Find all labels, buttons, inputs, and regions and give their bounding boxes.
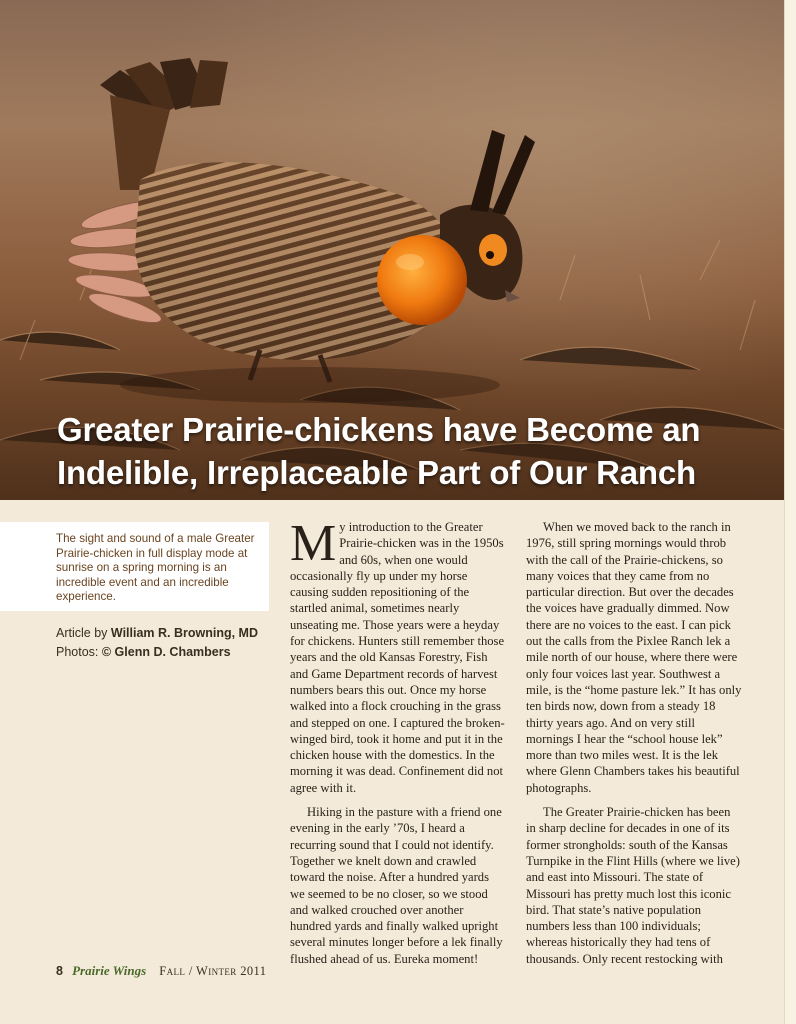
article-column-2 [526, 519, 742, 975]
magazine-name: Prairie Wings [72, 963, 147, 978]
photo-caption: The sight and sound of a male Greater Prairie-chicken in full display mode at sunrise on a spring morning is an incredible event and an incredible experience. [56, 532, 255, 604]
article-paragraph-2: Hiking in the pasture with a friend one evening in the early ’70s, I heard a recurring sound that I could not identify. Together we knelt down and crawled toward the noise. After a hundred yards we seemed to be no closer, so we stood and walked crouched over another hundred yards and finally walked upright several minutes longer before a lek finally flushed ahead of us. Eureka moment! [290, 805, 503, 966]
author-credit [56, 624, 276, 643]
photo-credit [56, 643, 276, 662]
issue-date: Fall / Winter 2011 [159, 964, 267, 978]
hero-photo [0, 0, 784, 500]
article-paragraph-4: The Greater Prairie-chicken has been in sharp decline for decades in one of its former strongholds: south of the Kansas Turnpike in the Flint Hills (where we live) and east into Missouri. The state of Missouri has pretty much lost this iconic bird. That state’s native population numbers less than 100 individuals; whereas historically they had tens of thousands. Only recent restocking with [526, 805, 740, 966]
article-headline [57, 408, 757, 494]
air-sac [377, 235, 467, 325]
page-edge [784, 0, 796, 1024]
page-number: 8 [56, 964, 63, 978]
paragraph-1-text: y introduction to the Greater Prairie-chicken was in the 1950s and 60s, when one would occasionally fly up under my horse causing sudden repositioning of the startled animal, sometimes nearly unseating me. Those years were a heyday for chickens. Hunters still remember those years and the old Kansas Forestry, Fish and Game Department records of harvest numbers bears this out. Once my horse walked into a flock crouching in the grass and stepped on one. I captured the broken-winged bird, took it home and put it in the chicken house with the domestics. In the morning it was dead. Confinement did not agree with it. [290, 520, 505, 795]
headline-line-1: Greater Prairie-chickens have Become an [57, 411, 701, 448]
author-label: Article by [56, 626, 111, 640]
article-credits [56, 624, 276, 662]
eye-comb [479, 234, 507, 266]
drop-cap: M [290, 515, 337, 572]
headline-line-2: Indelible, Irreplaceable Part of Our Ranch [57, 454, 696, 491]
photo-caption-box [0, 522, 269, 611]
photographer-name: © Glenn D. Chambers [101, 645, 231, 659]
page-footer [56, 963, 266, 983]
author-name: William R. Browning, MD [110, 626, 258, 640]
photos-label: Photos: [56, 645, 102, 659]
article-paragraph-3: When we moved back to the ranch in 1976, still spring mornings would throb with the call of the Prairie-chickens, so many voices that they came from no particular direction. But over the decades the voices have gradually dimmed. Now there are no voices to the east. I can pick out the calls from the Pixlee Ranch lek a mile north of our house, where there were only four voices last year. Southwest a mile, is the “home pasture lek.” It has only ten birds now, down from a steady 18 thirty years ago. And on very still mornings I hear the “school house lek” more than two miles west. It is the lek where Glenn Chambers takes his beautiful photographs. [526, 520, 742, 795]
article-paragraph-1 [290, 515, 506, 796]
article-column-1 [290, 515, 506, 975]
